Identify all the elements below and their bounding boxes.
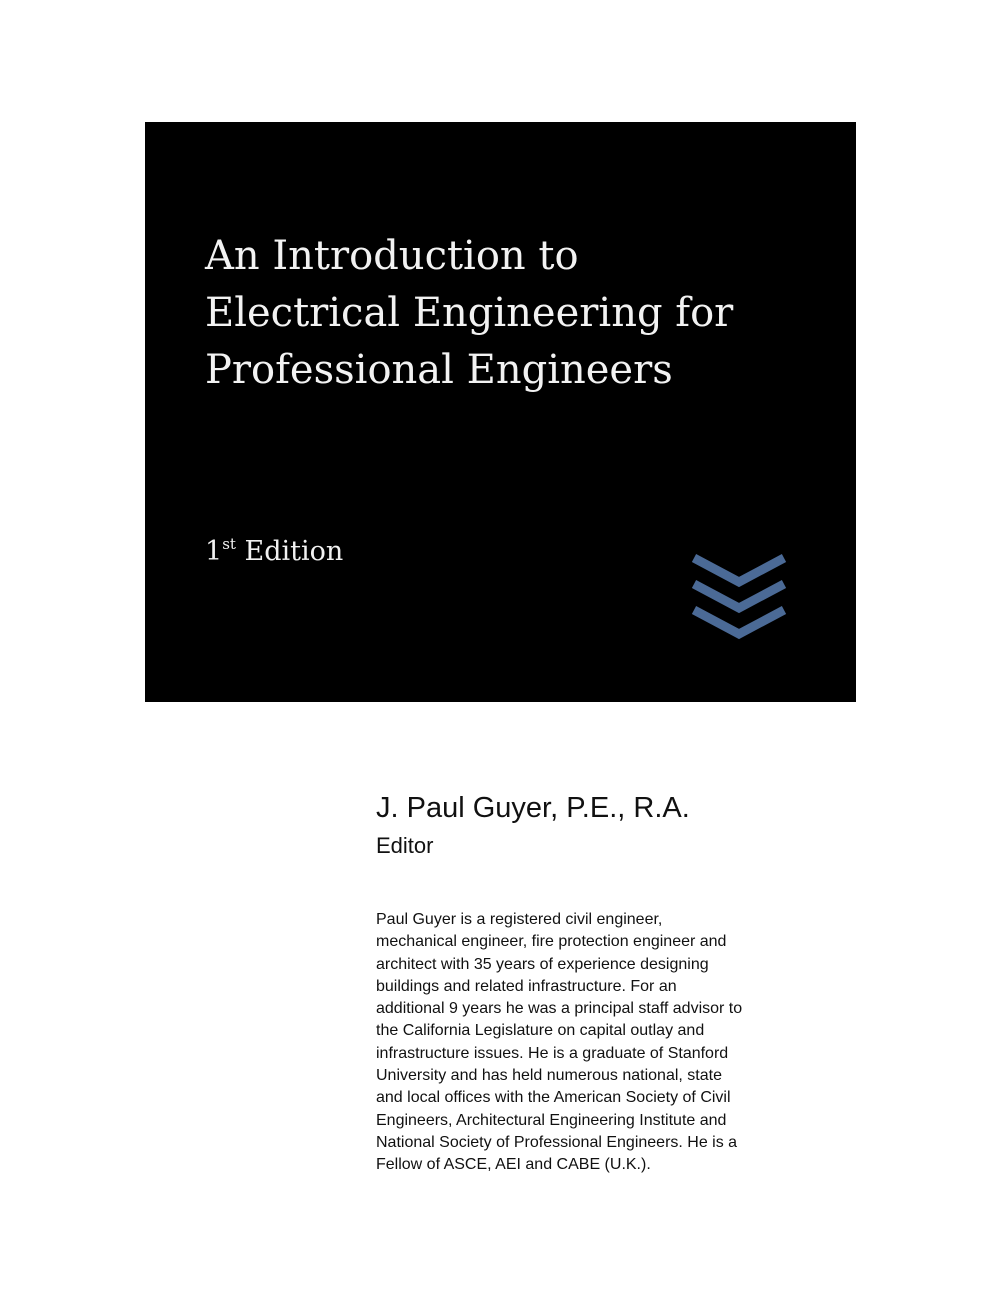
bio-line: Fellow of ASCE, AEI and CABE (U.K.). xyxy=(376,1156,651,1174)
author-role: Editor xyxy=(376,833,434,858)
book-title xyxy=(205,228,825,399)
bio-line: National Society of Professional Engineers. He is a xyxy=(376,1133,738,1151)
bio-line: University and has held numerous national, state xyxy=(376,1067,722,1085)
bio-line: and local offices with the American Society of Civil xyxy=(376,1089,731,1107)
cover-panel xyxy=(145,122,856,702)
bio-line: Paul Guyer is a registered civil engineer, xyxy=(376,911,663,928)
bio-line: architect with 35 years of experience designing xyxy=(376,955,709,973)
edition-number: 1 xyxy=(205,536,223,567)
author-name: J. Paul Guyer, P.E., R.A. xyxy=(376,792,690,824)
bio-line: additional 9 years he was a principal staff advisor to xyxy=(376,1000,743,1018)
edition-text: Edition xyxy=(235,536,344,567)
chevron-top-icon xyxy=(694,558,784,582)
author-bio xyxy=(376,909,816,1177)
bio-line: Engineers, Architectural Engineering Institute and xyxy=(376,1111,727,1129)
bio-line: infrastructure issues. He is a graduate of Stanford xyxy=(376,1044,729,1062)
bio-line: the California Legislature on capital outlay and xyxy=(376,1022,705,1040)
triple-chevron-down-icon xyxy=(691,554,787,644)
bio-line: buildings and related infrastructure. For an xyxy=(376,977,677,995)
book-title-line: An Introduction to xyxy=(205,233,579,279)
book-title-line: Electrical Engineering for xyxy=(205,290,734,336)
bio-line: mechanical engineer, fire protection engineer and xyxy=(376,933,727,951)
edition-label xyxy=(205,532,343,572)
book-title-line: Professional Engineers xyxy=(205,347,673,393)
chevron-middle-icon xyxy=(694,584,784,608)
chevron-bottom-icon xyxy=(694,610,784,634)
edition-ordinal-suffix: st xyxy=(222,535,236,553)
